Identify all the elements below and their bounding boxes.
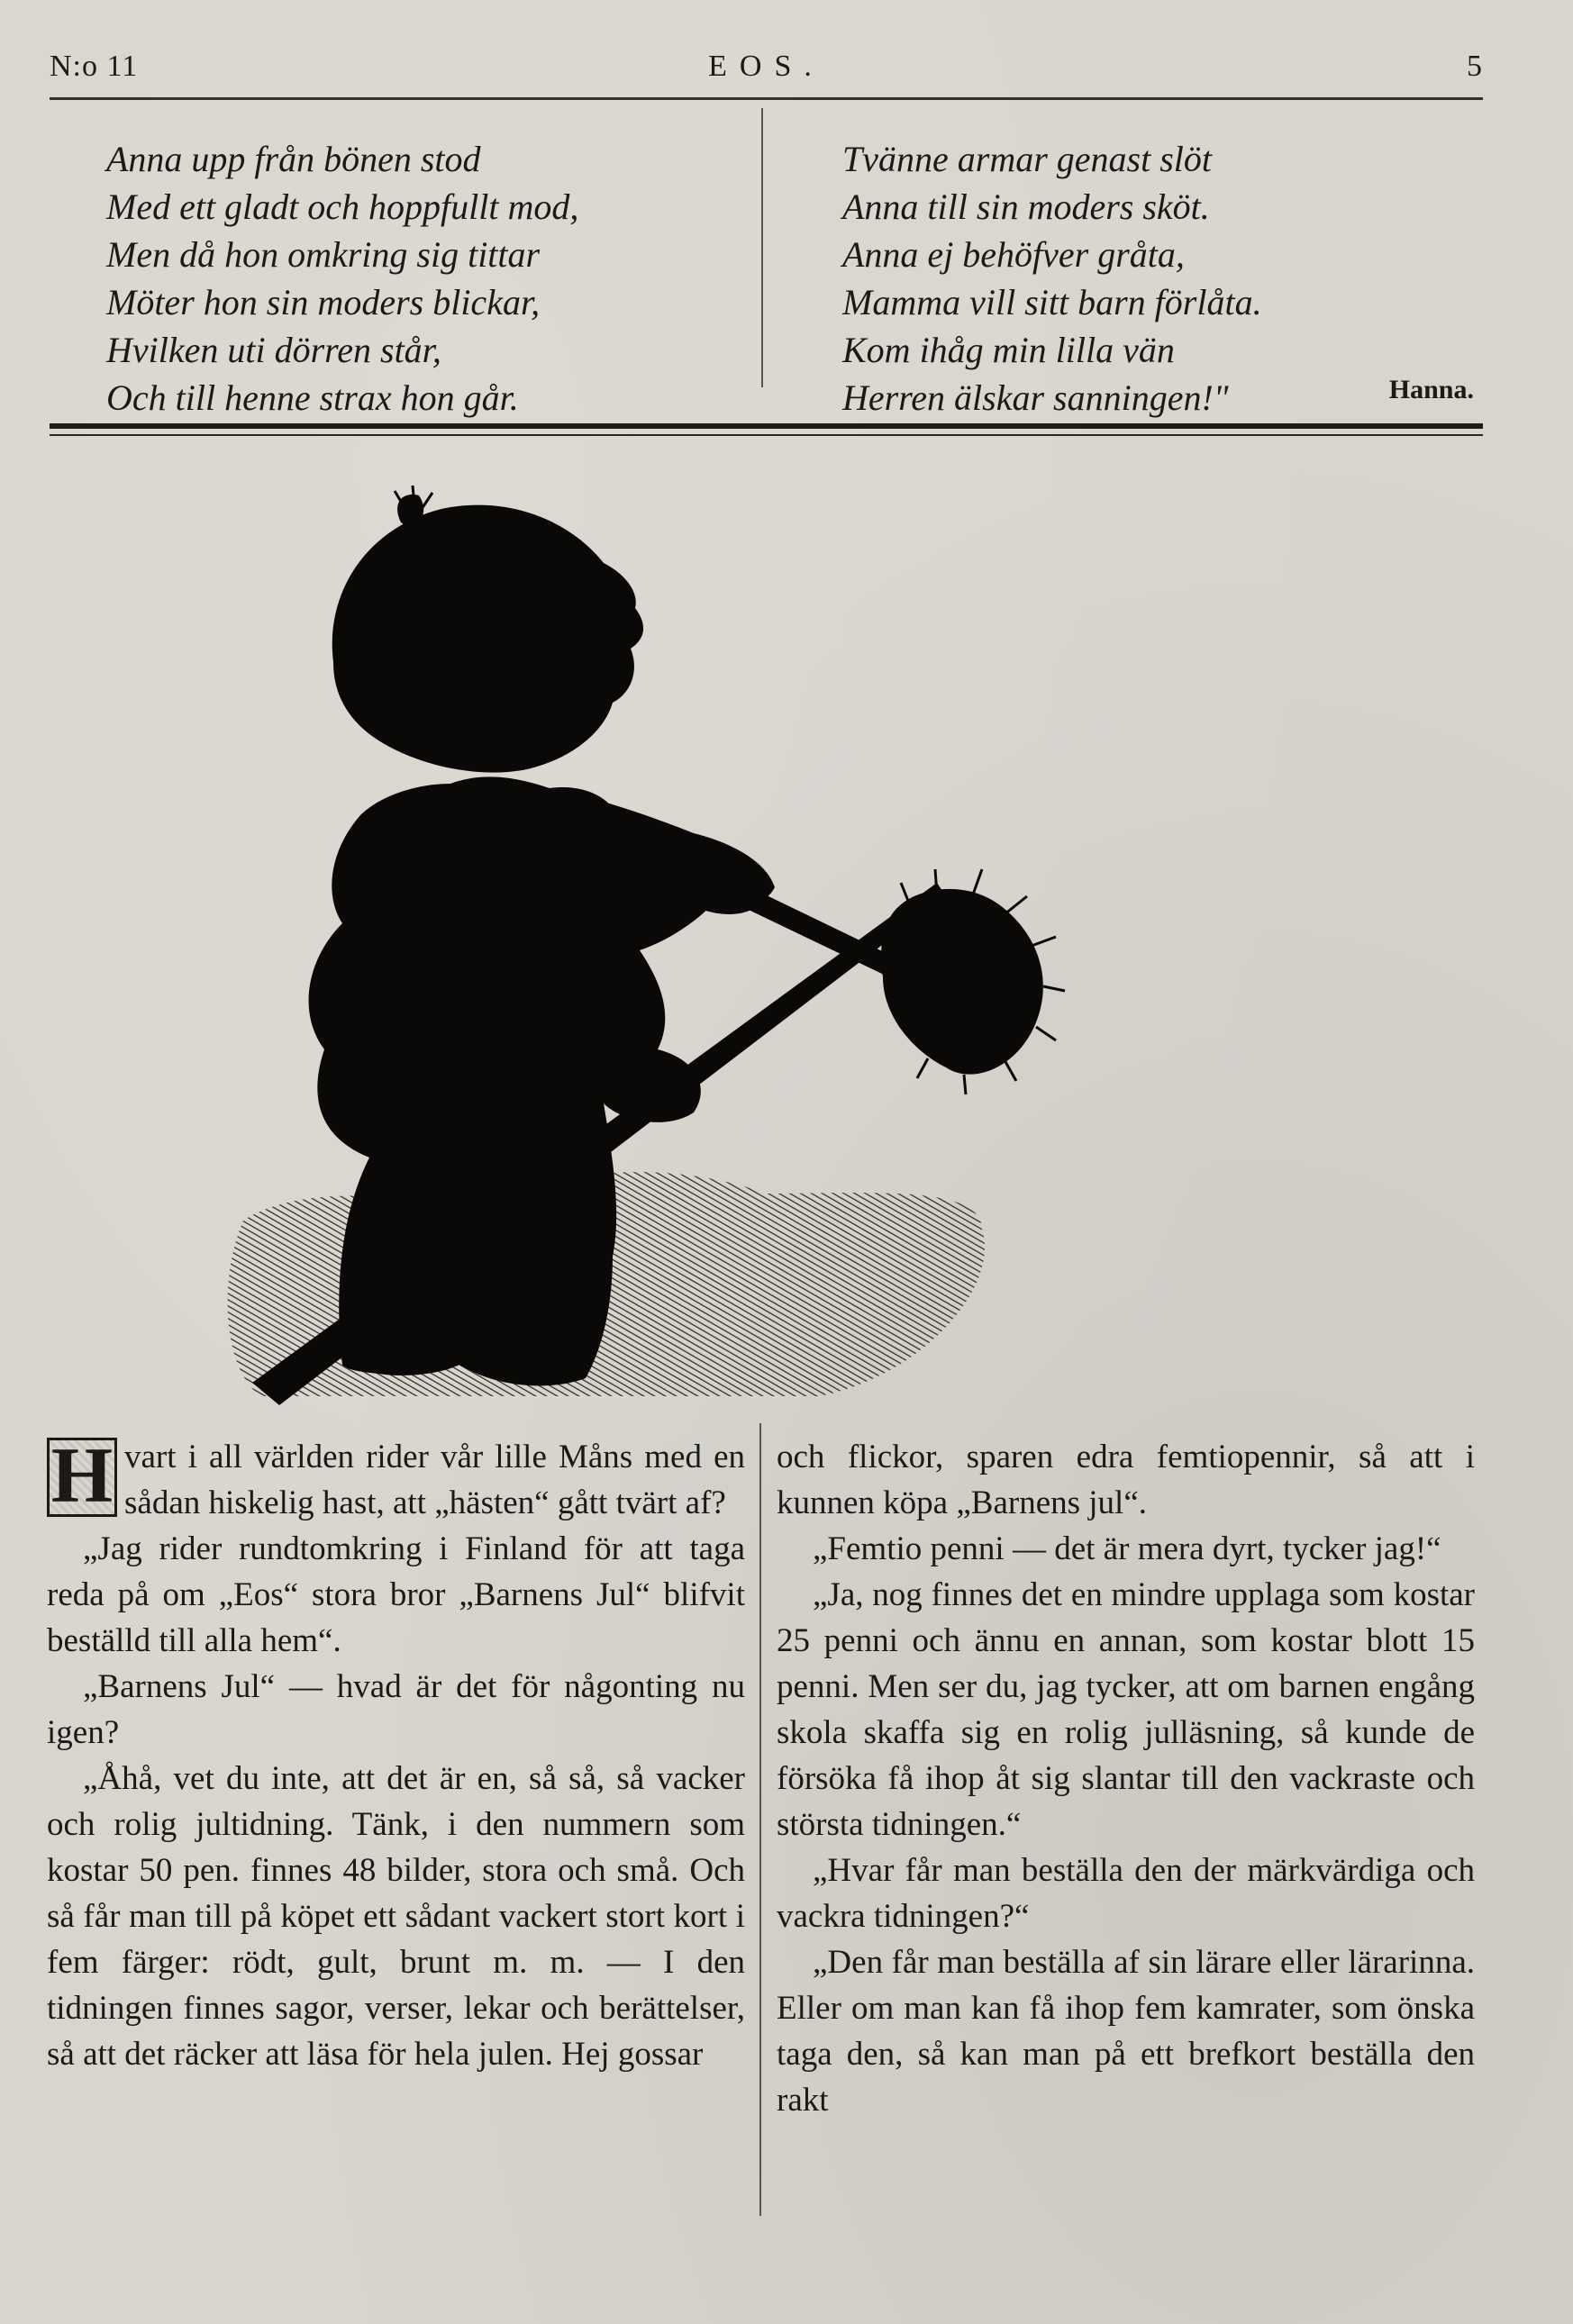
paragraph-text: vart i all världen rider vår lille Måns med en sådan hiskelig hast, att „hästen“ gått tvärt af? — [124, 1439, 745, 1521]
page-number: 5 — [1467, 50, 1483, 83]
poem-line: Men då hon omkring sig tittar — [106, 234, 541, 275]
poem-line: Hvilken uti dörren står, — [106, 330, 441, 370]
article-paragraph: „Ja, nog finnes det en mindre upplaga som kostar 25 penni och ännu en annan, som kostar blott 15 penni. Men ser du, jag tycker, att om barnen engång skola skaffa sig en rolig julläsning, så kunde de försöka få ihop åt sig slantar till den vackraste och största tidningen.“ — [777, 1576, 1475, 1843]
article-paragraph: „Åhå, vet du inte, att det är en, så så, så vacker och rolig jultidning. Tänk, i den nummern som kostar 50 pen. finnes 48 bilder, stora och små. Och så får man till på köpet ett sådant vackert stort kort i fem färger: rödt, gult, brunt m. m. — I den tidningen finnes sagor, verser, lekar och berättelser, så att det räcker att läsa för hela julen. Hej gossar — [47, 1760, 745, 2073]
article-left-column — [47, 1434, 745, 2077]
article-paragraph: „Jag rider rundtomkring i Finland för att taga reda på om „Eos“ stora bror „Barnens Jul“ blifvit beställd till alla hem“. — [47, 1530, 745, 1659]
article-paragraph: „Barnens Jul“ — hvad är det för någonting nu igen? — [47, 1668, 745, 1751]
poem-line: Anna till sin moders sköt. — [842, 186, 1210, 227]
poem-line: Anna ej behöfver gråta, — [842, 234, 1185, 275]
poem-line: Herren älskar sanningen!" — [842, 377, 1229, 418]
article-paragraph — [47, 1434, 745, 1526]
poem-column-divider — [761, 108, 763, 387]
poem-line: Möter hon sin moders blickar, — [106, 282, 541, 322]
poem-line: Kom ihåg min lilla vän — [842, 330, 1175, 370]
poem-line: Anna upp från bönen stod — [106, 139, 481, 179]
article-paragraph: „Hvar får man beställa den der märkvärdiga och vackra tidningen?“ — [777, 1852, 1475, 1935]
article-paragraph: „Femtio penni — det är mera dyrt, tycker jag!“ — [813, 1530, 1441, 1567]
issue-number: N:o 11 — [50, 50, 139, 83]
poem-left-stanza — [106, 135, 728, 422]
section-rule-thin — [50, 434, 1483, 436]
poem-line: Mamma vill sitt barn förlåta. — [842, 282, 1262, 322]
poem-line: Tvänne armar genast slöt — [842, 139, 1212, 179]
running-header — [50, 50, 1483, 95]
header-rule — [50, 97, 1483, 100]
drop-cap: H — [47, 1438, 117, 1517]
poem-line: Och till henne strax hon går. — [106, 377, 519, 418]
silhouette-child-riding-broom-icon — [189, 473, 1306, 1405]
article-right-column — [777, 1434, 1475, 2123]
article-paragraph: och flickor, sparen edra femtiopennir, så att i kunnen köpa „Barnens jul“. — [777, 1439, 1475, 1521]
journal-title: EOS. — [708, 50, 824, 83]
article-paragraph: „Den får man beställa af sin lärare eller lärarinna. Eller om man kan få ihop fem kamrater, som önska taga den, så kan man på ett brefkort beställa den rakt — [777, 1944, 1475, 2119]
silhouette-illustration — [189, 473, 1306, 1405]
body-column-divider — [759, 1423, 761, 2216]
section-rule-thick — [50, 423, 1483, 429]
poem-line: Med ett gladt och hoppfullt mod, — [106, 186, 579, 227]
poem-signature: Hanna. — [1388, 375, 1474, 404]
